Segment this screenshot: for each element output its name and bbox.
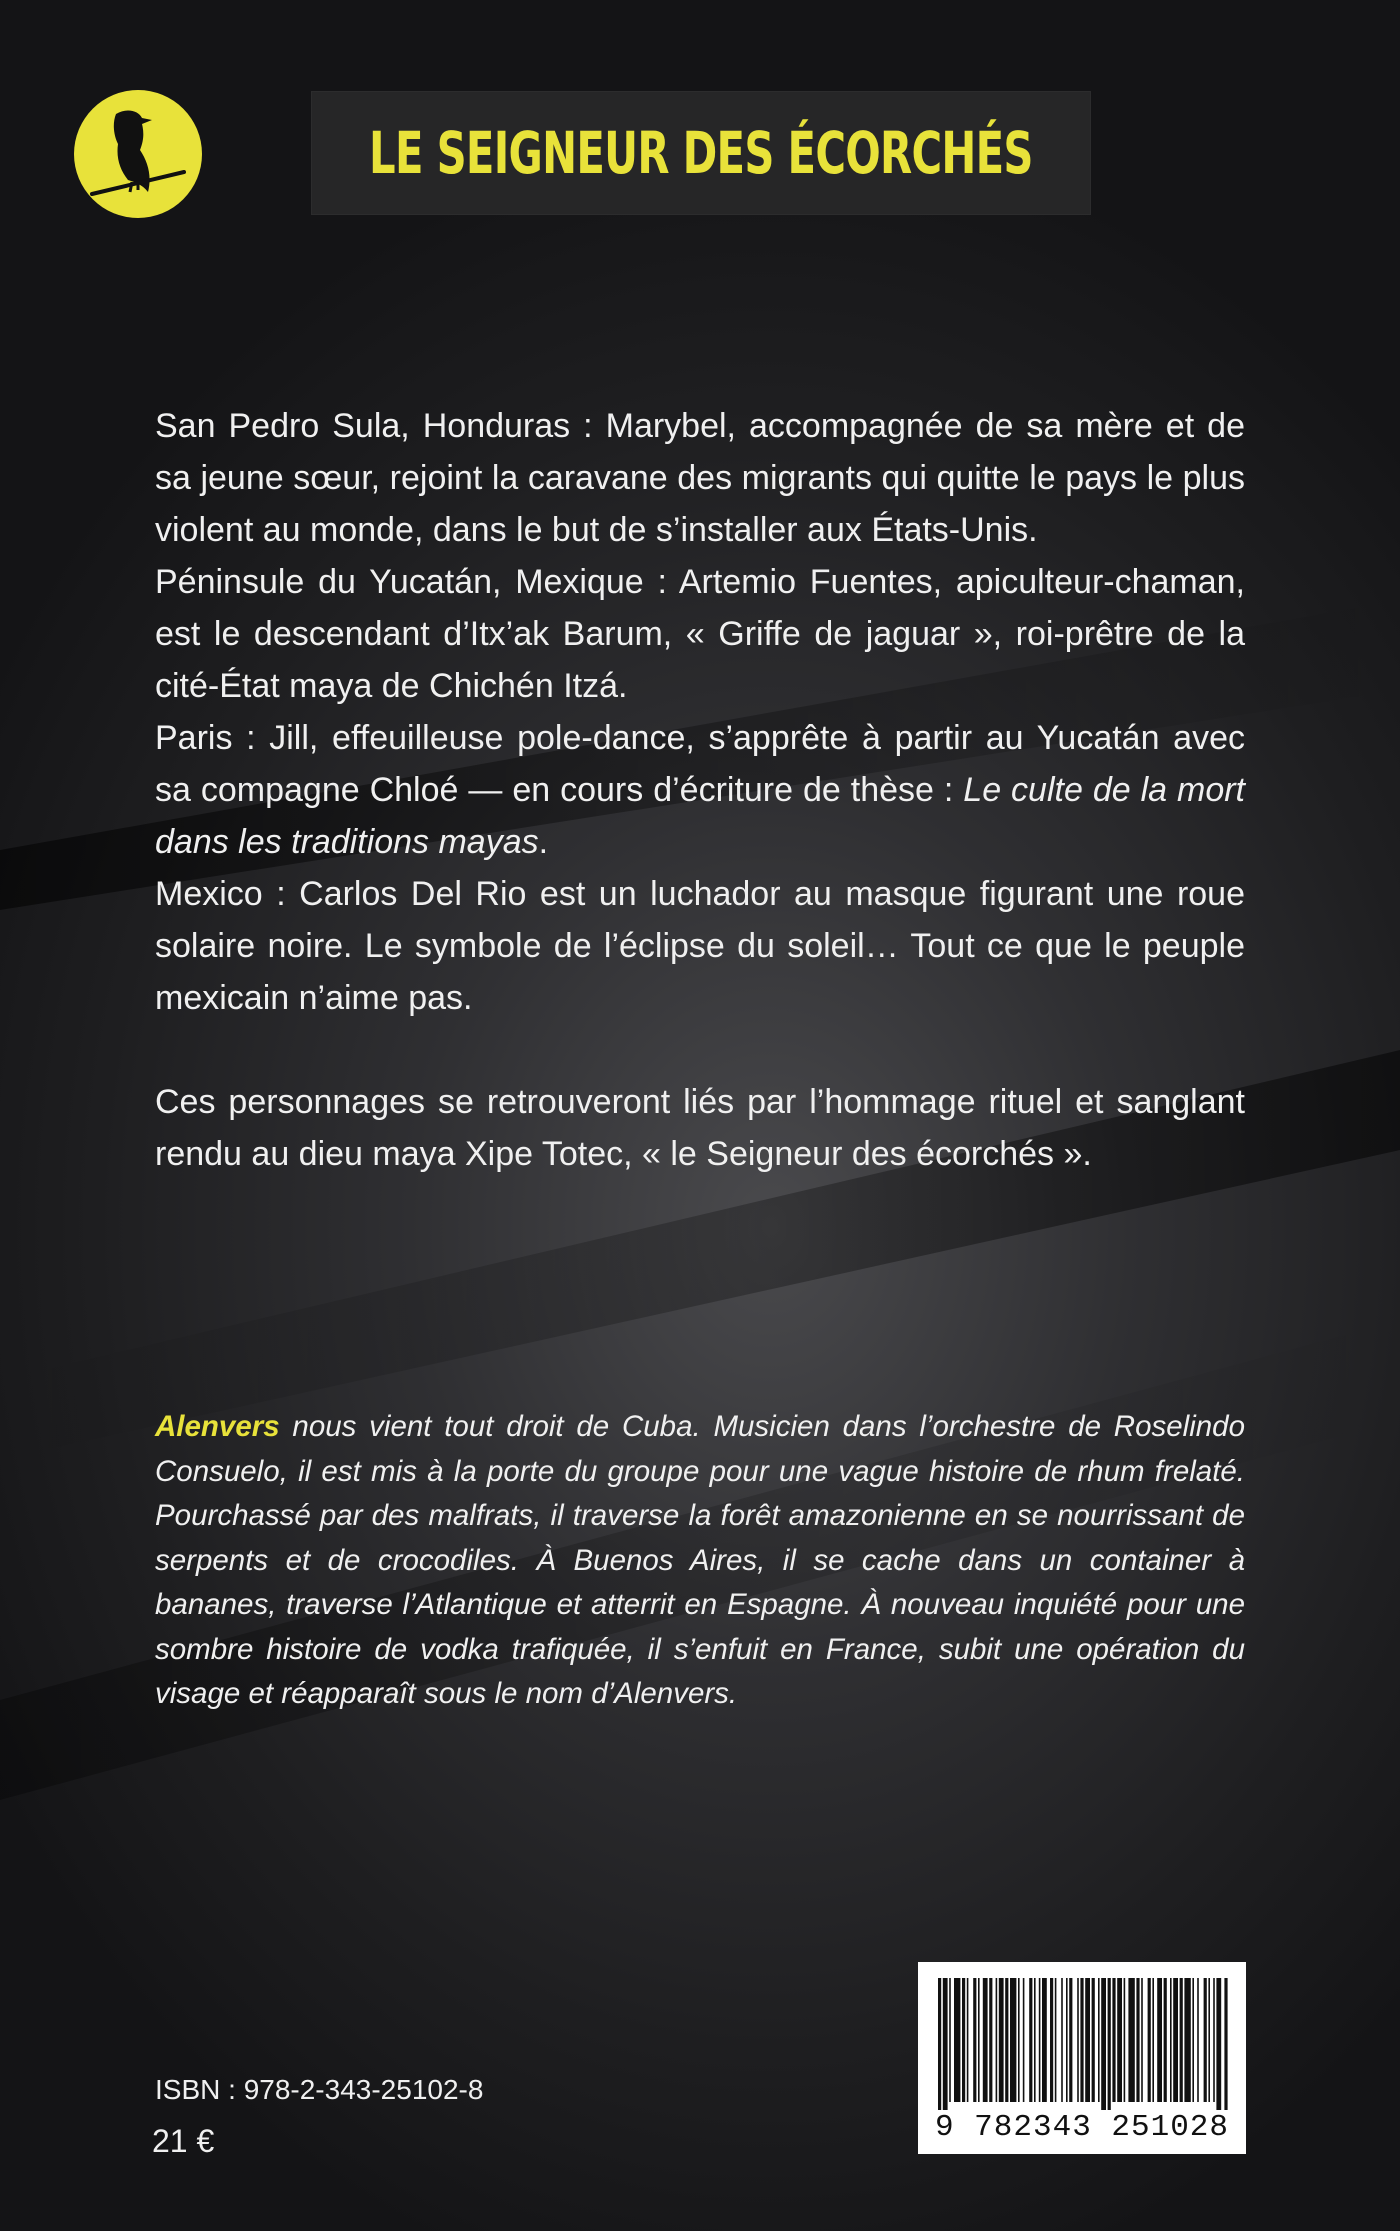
author-name: Alenvers [155, 1410, 280, 1443]
barcode-bar [1148, 1978, 1151, 2102]
barcode-bar [1005, 1978, 1008, 2102]
barcode-bar [1066, 1978, 1068, 2102]
barcode-bar [1080, 1978, 1083, 2102]
barcode-bar [989, 1978, 992, 2102]
barcode-bar [983, 1978, 988, 2102]
barcode-bar [978, 1978, 980, 2102]
synopsis [155, 400, 1245, 1180]
barcode-bar [1101, 1978, 1106, 2110]
price: 21 € [152, 2123, 215, 2159]
isbn: ISBN : 978-2-343-25102-8 [155, 2074, 484, 2105]
barcode-bar [1208, 1978, 1210, 2102]
barcode-bar [1224, 1978, 1227, 2110]
barcode-bar [1069, 1978, 1072, 2102]
book-title: LE SEIGNEUR DES ÉCORCHÉS [369, 119, 1033, 187]
barcode-bar [1141, 1978, 1143, 2102]
synopsis-paragraph: Ces personnages se retrouveront liés par l’hommage rituel et sanglant rendu au dieu maya Xipe Totec, « le Seigneur des écorchés ». [155, 1083, 1245, 1173]
barcode-bar [1197, 1978, 1199, 2102]
barcode-bar [973, 1978, 976, 2102]
synopsis-paragraph: Péninsule du Yucatán, Mexique : Artemio Fuentes, apiculteur-chaman, est le descendant d’Itx’ak Barum, « Griffe de jaguar », roi-prêtre de la cité-État maya de Chichén Itzá. [155, 563, 1245, 705]
barcode-bar [1061, 1978, 1063, 2102]
barcode-bar [999, 1978, 1004, 2102]
barcode-bar [949, 1978, 951, 2102]
barcode-bar [1184, 1978, 1190, 2102]
barcode-bar [954, 1978, 960, 2102]
barcode-bar [1055, 1978, 1057, 2102]
barcode-bar [1128, 1978, 1134, 2102]
barcode-bar [1136, 1978, 1139, 2102]
barcode-bar [1077, 1978, 1079, 2102]
barcode-bar [1180, 1978, 1183, 2102]
synopsis-paragraph: San Pedro Sula, Honduras : Marybel, accompagnée de sa mère et de sa jeune sœur, rejoint la caravane des migrants qui quitte le pays le plus violent au monde, dans le but de s’installer aux États-Unis. [155, 407, 1245, 549]
synopsis-paragraph [155, 712, 1245, 868]
synopsis-paragraph: Mexico : Carlos Del Rio est un luchador au masque figurant une roue solaire noire. Le symbole de l’éclipse du soleil… Tout ce que le peuple mexicain n’aime pas. [155, 875, 1245, 1017]
barcode [918, 1962, 1246, 2154]
synopsis-text: Paris : Jill, effeuilleuse pole-dance, s’apprête à partir au Yucatán avec sa compagne Chloé — en cours d’écriture de thèse : [155, 719, 1245, 809]
barcode-bar [1029, 1978, 1032, 2102]
barcode-bar [938, 1978, 941, 2110]
barcode-bar [1034, 1978, 1036, 2102]
barcode-digits: 9 782343 251028 [934, 2110, 1230, 2145]
author-bio [155, 1405, 1245, 1717]
barcode-bar [1023, 1978, 1025, 2102]
barcode-bar [1018, 1978, 1020, 2102]
barcode-bar [1039, 1978, 1041, 2102]
barcode-bar [1010, 1978, 1016, 2102]
barcode-bar [962, 1978, 965, 2102]
synopsis-text: . [538, 823, 549, 861]
barcode-bar [1117, 1978, 1122, 2102]
barcode-bar [1192, 1978, 1194, 2102]
barcode-bar [1164, 1978, 1167, 2102]
title-banner [312, 92, 1090, 214]
barcode-bar [1092, 1978, 1095, 2102]
crow-on-branch-icon [72, 88, 204, 220]
barcode-bar [1170, 1978, 1172, 2102]
barcode-bar [943, 1978, 948, 2110]
barcode-bar [1124, 1978, 1126, 2102]
barcode-bar [967, 1978, 969, 2102]
barcode-bar [1098, 1978, 1100, 2102]
barcode-bar [1204, 1978, 1207, 2102]
author-bio-text: nous vient tout droit de Cuba. Musicien dans l’orchestre de Roselindo Consuelo, il est mis à la porte du groupe pour une vague histoire de rhum frelaté. Pourchassé par des malfrats, il traverse la forêt amazonienne en se nourrissant de serpents et de crocodiles. À Buenos Aires, il se cache dans un container à bananes, traverse l’Atlantique et atterrit en Espagne. À nouveau inquiété pour une sombre histoire de vodka trafiquée, il s’enfuit en France, subit une opération du visage et réapparaît sous le nom d’Alenvers. [155, 1410, 1245, 1710]
barcode-bar [1173, 1978, 1178, 2102]
barcode-bar [1216, 1978, 1221, 2110]
barcode-bar [1157, 1978, 1162, 2102]
barcode-bar [1152, 1978, 1154, 2102]
barcode-bar [1085, 1978, 1090, 2102]
barcode-bar [1213, 1978, 1215, 2102]
barcode-bar [1108, 1978, 1111, 2110]
barcode-bar [1050, 1978, 1053, 2102]
barcode-bars [930, 1978, 1234, 2110]
barcode-bar [1112, 1978, 1115, 2102]
barcode-bar [1042, 1978, 1047, 2102]
barcode-bar [996, 1978, 998, 2102]
thesis-title: Le culte de la mort dans les traditions mayas [155, 771, 1246, 861]
